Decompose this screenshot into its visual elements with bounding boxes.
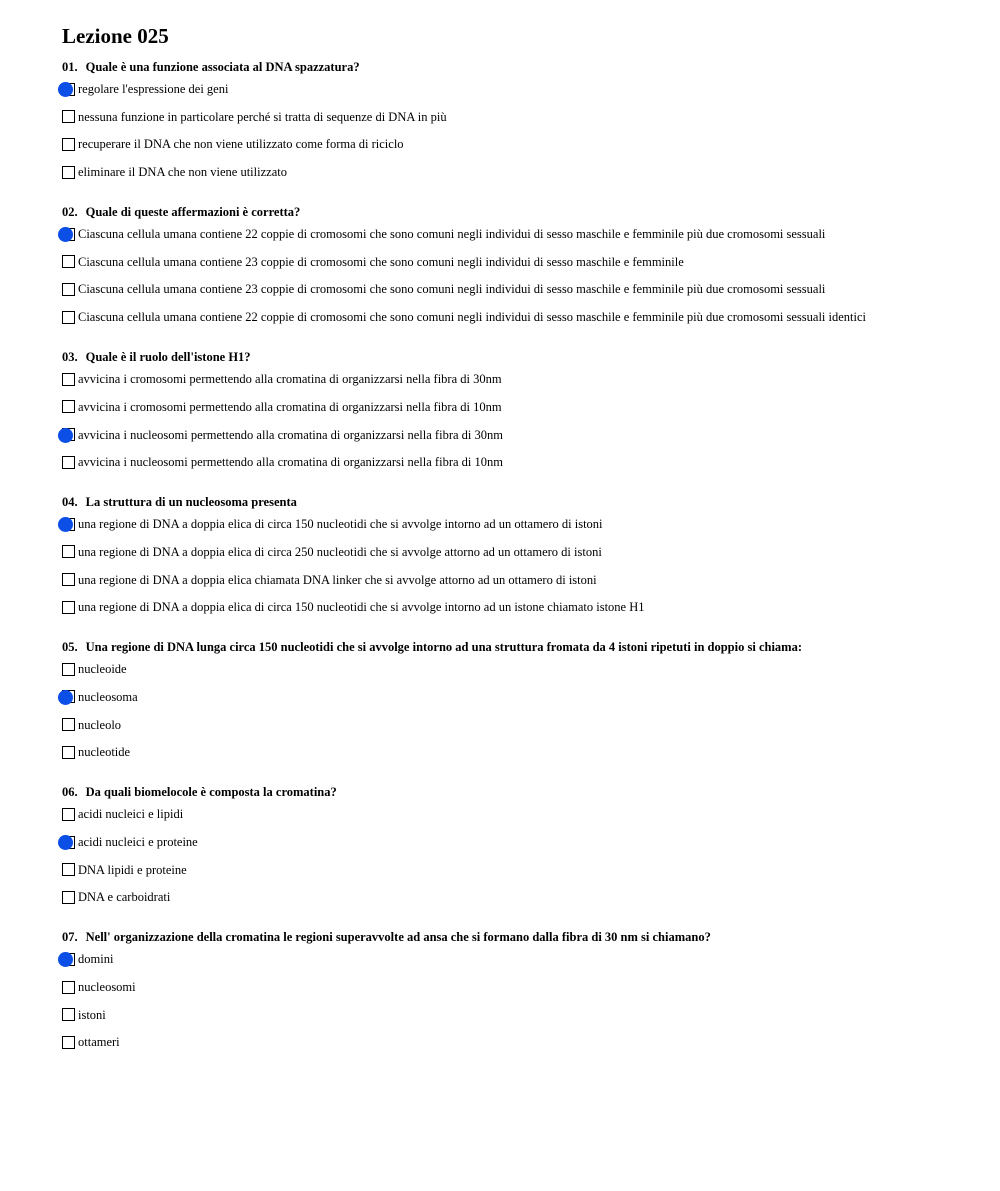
answer-option-text: acidi nucleici e lipidi (78, 807, 184, 822)
answer-option-text: ottameri (78, 1035, 120, 1050)
answer-option-3-3[interactable] (62, 427, 982, 443)
answer-option-4-1[interactable] (62, 516, 982, 532)
answer-option-7-3[interactable] (62, 1007, 982, 1023)
checkbox-icon[interactable] (62, 981, 75, 994)
question-text: Quale di queste affermazioni è corretta? (85, 205, 301, 220)
checkbox-icon[interactable] (62, 400, 75, 413)
answer-option-text: avvicina i nucleosomi permettendo alla cromatina di organizzarsi nella fibra di 30nm (78, 427, 503, 442)
answer-option-text: una regione di DNA a doppia elica di circa 250 nucleotidi che si avvolge attorno ad un ottamero di istoni (78, 544, 602, 559)
answer-options (62, 371, 982, 470)
answer-option-1-3[interactable] (62, 136, 982, 152)
selected-dot-icon (58, 82, 73, 97)
answer-option-3-4[interactable] (62, 454, 982, 470)
question-1 (62, 59, 982, 180)
answer-option-2-4[interactable] (62, 309, 982, 325)
question-heading (62, 929, 982, 945)
question-text: Da quali biomelocole è composta la cromatina? (85, 785, 337, 800)
answer-option-7-1[interactable] (62, 951, 982, 967)
answer-option-6-4[interactable] (62, 889, 982, 905)
lesson-title: Lezione 025 (62, 24, 169, 48)
answer-option-7-2[interactable] (62, 979, 982, 995)
answer-option-5-1[interactable] (62, 661, 982, 677)
answer-option-4-2[interactable] (62, 544, 982, 560)
question-heading (62, 639, 982, 655)
answer-option-text: nucleosoma (78, 689, 138, 704)
question-number: 01. (62, 60, 78, 74)
selected-dot-icon (58, 227, 73, 242)
checkbox-icon[interactable] (62, 311, 75, 324)
answer-option-5-4[interactable] (62, 744, 982, 760)
question-7 (62, 929, 982, 1050)
checkbox-icon[interactable] (62, 255, 75, 268)
answer-options (62, 516, 982, 615)
checkbox-icon[interactable] (62, 283, 75, 296)
checkbox-icon[interactable] (62, 601, 75, 614)
answer-option-text: Ciascuna cellula umana contiene 22 coppie di cromosomi che sono comuni negli individui di sesso maschile e femminile più due cromosomi sessuali identici (78, 310, 867, 325)
answer-option-text: nucleosomi (78, 980, 136, 995)
answer-option-text: acidi nucleici e proteine (78, 835, 198, 849)
answer-option-1-1[interactable] (62, 81, 982, 97)
answer-option-text: Ciascuna cellula umana contiene 23 coppie di cromosomi che sono comuni negli individui di sesso maschile e femminile più due cromosomi sessuali (78, 282, 826, 297)
question-text: Una regione di DNA lunga circa 150 nucleotidi che si avvolge intorno ad una struttura fromata da 4 istoni ripetuti in doppio si chiama: (85, 640, 802, 655)
question-heading (62, 784, 982, 800)
answer-option-text: regolare l'espressione dei geni (78, 82, 229, 96)
question-number: 06. (62, 785, 78, 800)
question-text: Quale è una funzione associata al DNA spazzatura? (85, 60, 360, 74)
question-number: 05. (62, 640, 78, 655)
answer-options (62, 661, 982, 760)
checkbox-icon[interactable] (62, 573, 75, 586)
checkbox-icon[interactable] (62, 663, 75, 676)
selected-dot-icon (58, 835, 73, 850)
answer-option-text: istoni (78, 1007, 106, 1022)
answer-option-6-2[interactable] (62, 834, 982, 850)
answer-option-2-3[interactable] (62, 281, 982, 297)
answer-option-3-1[interactable] (62, 371, 982, 387)
answer-option-text: una regione di DNA a doppia elica di circa 150 nucleotidi che si avvolge intorno ad un istone chiamato istone H1 (78, 600, 645, 615)
answer-option-text: avvicina i cromosomi permettendo alla cromatina di organizzarsi nella fibra di 30nm (78, 372, 502, 387)
answer-option-text: Ciascuna cellula umana contiene 22 coppie di cromosomi che sono comuni negli individui di sesso maschile e femminile più due cromosomi sessuali (78, 227, 826, 242)
checkbox-icon[interactable] (62, 456, 75, 469)
checkbox-icon[interactable] (62, 1008, 75, 1021)
answer-option-1-2[interactable] (62, 109, 982, 125)
checkbox-icon[interactable] (62, 373, 75, 386)
answer-option-2-2[interactable] (62, 254, 982, 270)
question-3 (62, 349, 982, 470)
answer-option-text: eliminare il DNA che non viene utilizzato (78, 165, 287, 180)
selected-dot-icon (58, 428, 73, 443)
answer-options (62, 951, 982, 1050)
answer-option-5-3[interactable] (62, 717, 982, 733)
answer-options (62, 81, 982, 180)
answer-option-1-4[interactable] (62, 164, 982, 180)
answer-option-5-2[interactable] (62, 689, 982, 705)
answer-option-6-3[interactable] (62, 862, 982, 878)
question-heading (62, 349, 982, 365)
question-heading (62, 204, 982, 220)
answer-option-6-1[interactable] (62, 806, 982, 822)
checkbox-icon[interactable] (62, 808, 75, 821)
question-2 (62, 204, 982, 325)
answer-option-text: nucleoide (78, 662, 127, 677)
question-list (62, 59, 982, 1050)
answer-option-text: domini (78, 952, 114, 967)
question-text: Quale è il ruolo dell'istone H1? (85, 350, 251, 365)
checkbox-icon[interactable] (62, 746, 75, 759)
answer-options (62, 226, 982, 325)
answer-option-text: nucleotide (78, 745, 131, 760)
answer-option-text: una regione di DNA a doppia elica di circa 150 nucleotidi che si avvolge intorno ad un ottamero di istoni (78, 517, 603, 532)
question-text: La struttura di un nucleosoma presenta (85, 495, 297, 510)
checkbox-icon[interactable] (62, 545, 75, 558)
question-heading (62, 494, 982, 510)
checkbox-icon[interactable] (62, 110, 75, 123)
question-4 (62, 494, 982, 615)
answer-option-7-4[interactable] (62, 1034, 982, 1050)
question-6 (62, 784, 982, 905)
answer-option-4-3[interactable] (62, 572, 982, 588)
checkbox-icon[interactable] (62, 718, 75, 731)
question-number: 02. (62, 205, 78, 220)
answer-option-text: Ciascuna cellula umana contiene 23 coppie di cromosomi che sono comuni negli individui di sesso maschile e femminile (78, 254, 684, 269)
checkbox-icon[interactable] (62, 863, 75, 876)
selected-dot-icon (58, 690, 73, 705)
answer-option-text: nucleolo (78, 717, 122, 732)
question-5 (62, 639, 982, 760)
answer-option-text: nessuna funzione in particolare perché si tratta di sequenze di DNA in più (78, 109, 447, 124)
answer-option-text: avvicina i cromosomi permettendo alla cromatina di organizzarsi nella fibra di 10nm (78, 399, 502, 414)
answer-option-2-1[interactable] (62, 226, 982, 242)
answer-option-text: avvicina i nucleosomi permettendo alla cromatina di organizzarsi nella fibra di 10nm (78, 455, 503, 470)
quiz-page (62, 24, 982, 1074)
question-heading (62, 59, 982, 75)
question-number: 07. (62, 930, 78, 945)
answer-option-text: DNA lipidi e proteine (78, 862, 187, 877)
answer-option-3-2[interactable] (62, 399, 982, 415)
answer-options (62, 806, 982, 905)
answer-option-text: recuperare il DNA che non viene utilizzato come forma di riciclo (78, 137, 404, 152)
answer-option-text: DNA e carboidrati (78, 890, 171, 905)
answer-option-4-4[interactable] (62, 599, 982, 615)
checkbox-icon[interactable] (62, 138, 75, 151)
question-number: 04. (62, 495, 78, 510)
question-number: 03. (62, 350, 78, 365)
checkbox-icon[interactable] (62, 166, 75, 179)
answer-option-text: una regione di DNA a doppia elica chiamata DNA linker che si avvolge attorno ad un ottamero di istoni (78, 572, 597, 587)
checkbox-icon[interactable] (62, 891, 75, 904)
checkbox-icon[interactable] (62, 1036, 75, 1049)
question-text: Nell' organizzazione della cromatina le regioni superavvolte ad ansa che si formano dalla fibra di 30 nm si chiamano? (85, 930, 711, 945)
